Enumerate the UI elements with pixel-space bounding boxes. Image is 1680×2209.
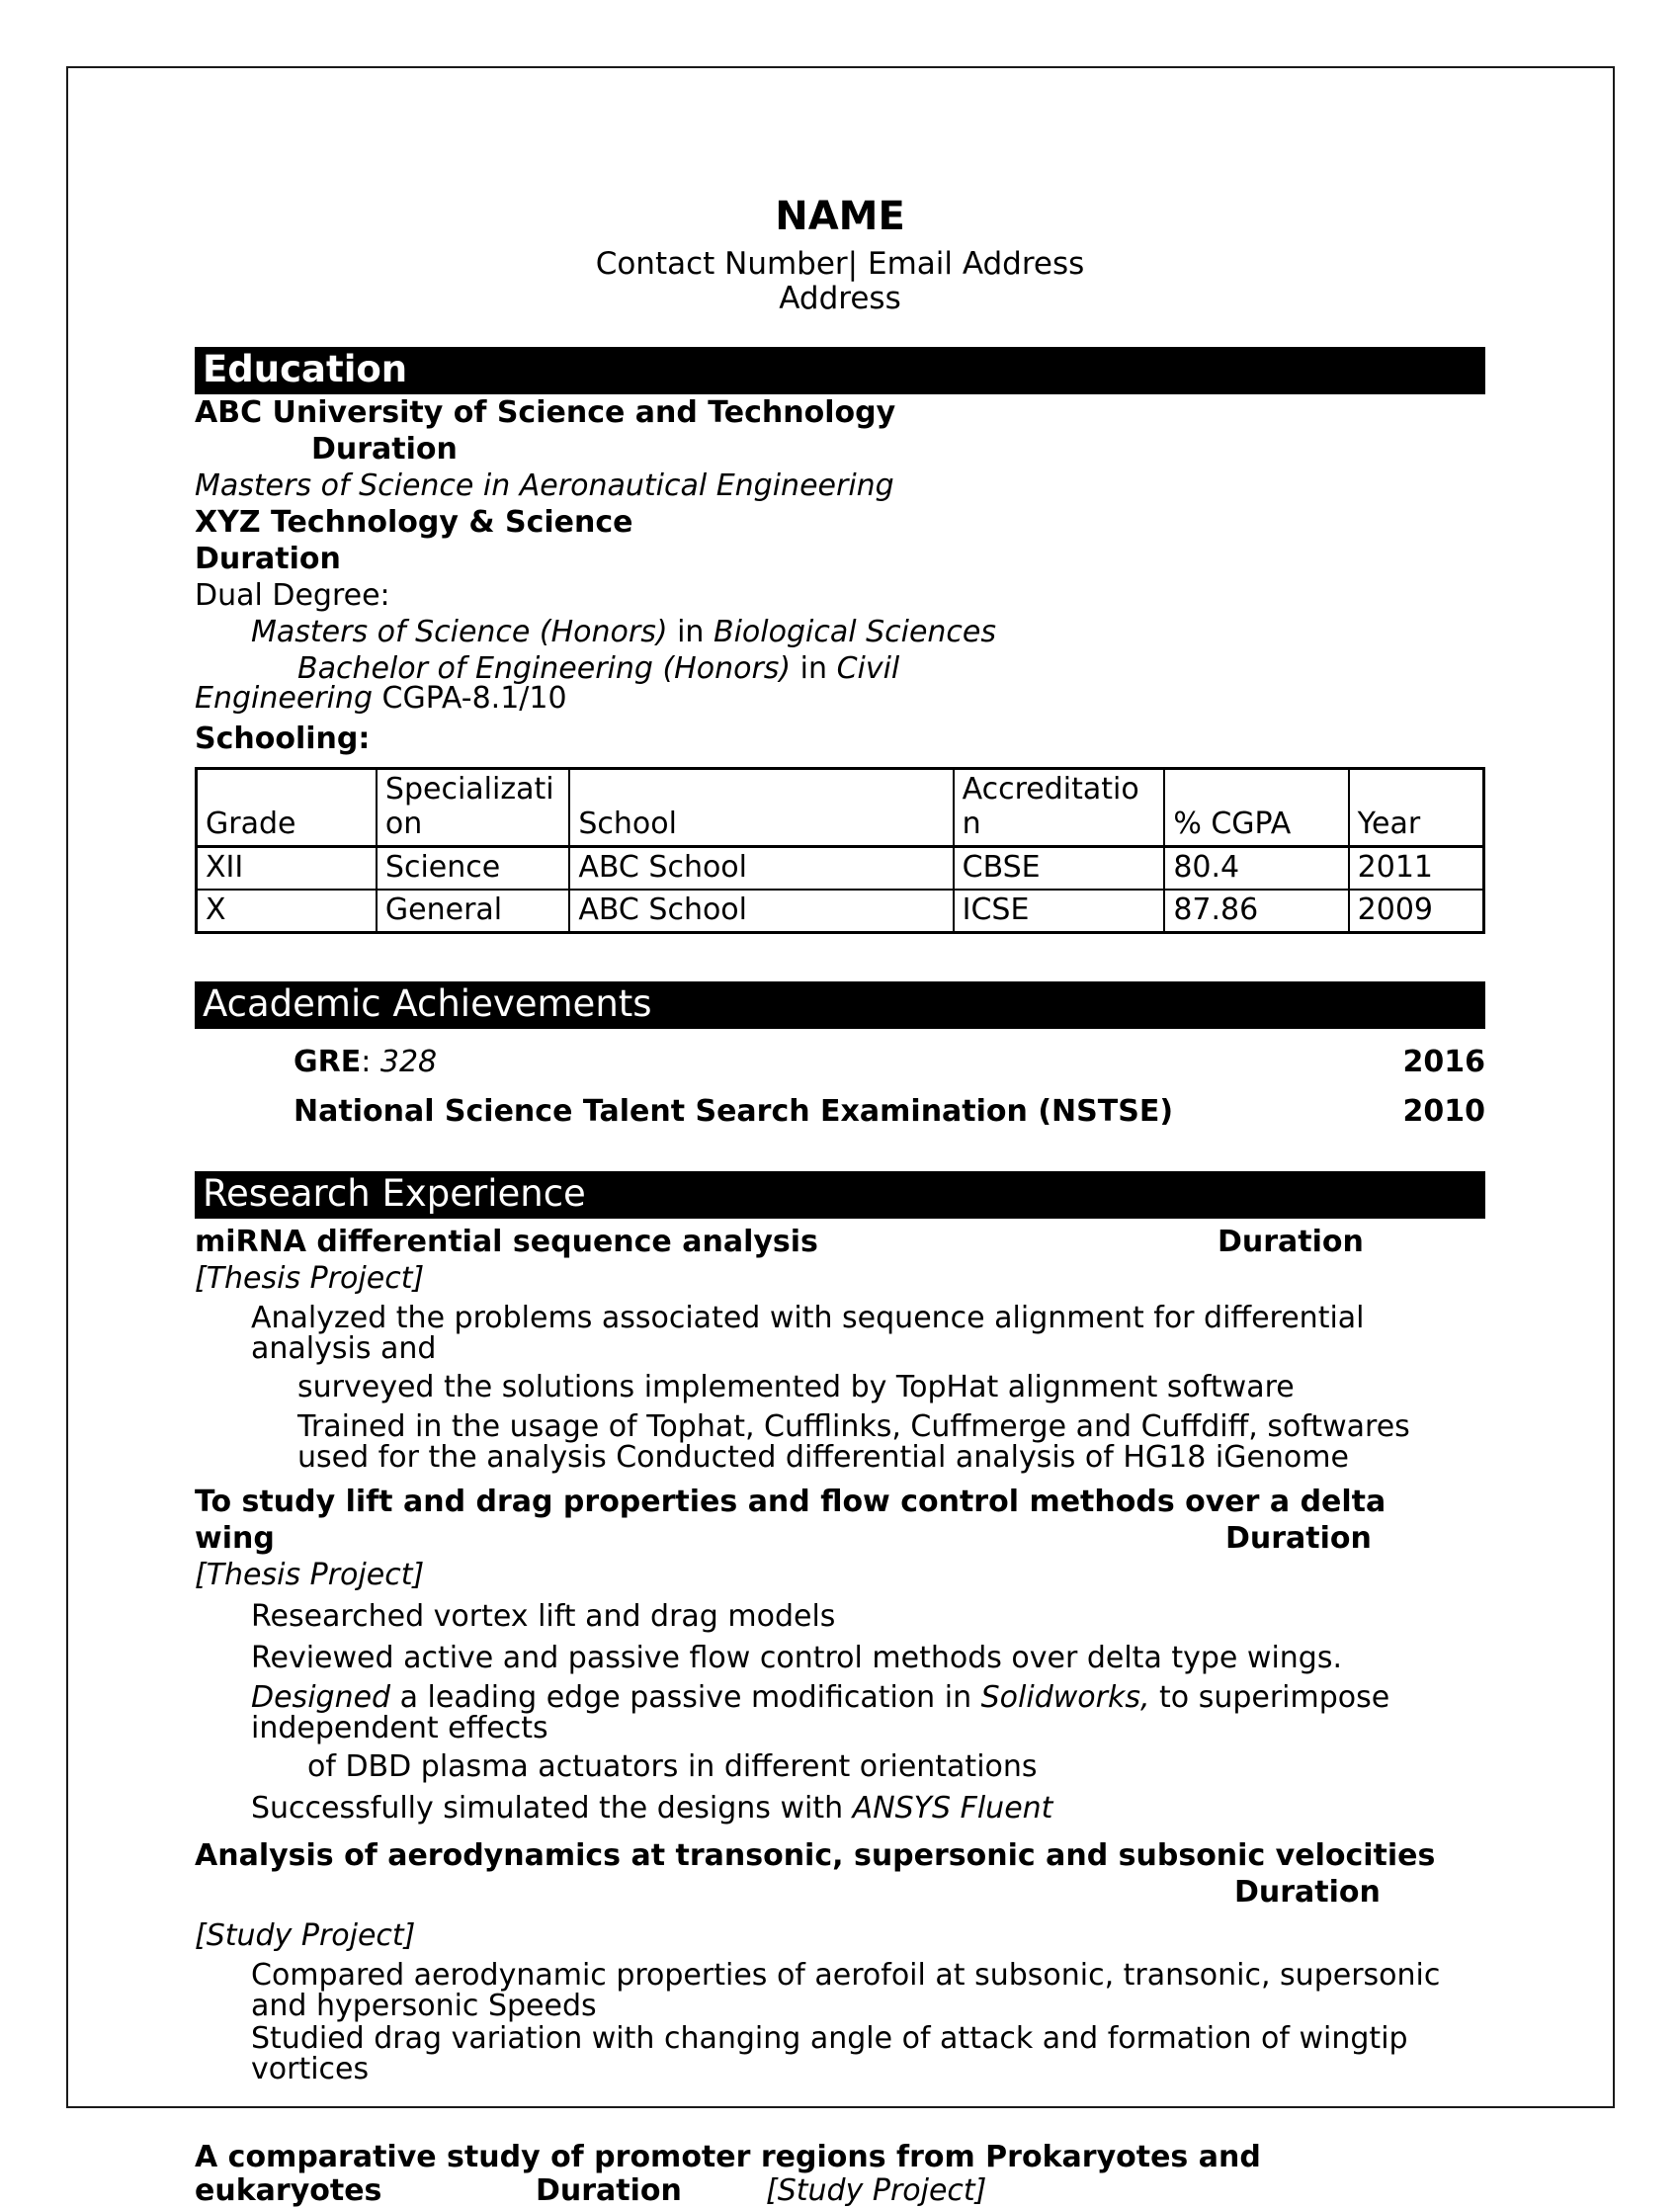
gre-sep: : [361,1045,380,1080]
cell-cgpa: 87.86 [1164,890,1348,933]
project3-tag: [Study Project] [195,1918,416,1954]
project2-bullet5-ansys: ANSYS Fluent [852,1791,1053,1827]
schooling-label: Schooling: [195,722,371,757]
nstse-label: National Science Talent Search Examination (NSTSE) [294,1094,1174,1130]
cell-school: ABC School [569,847,953,891]
gre-label: GRE [294,1045,362,1080]
project3-title: Analysis of aerodynamics at transonic, supersonic and subsonic velocities [195,1838,1436,1874]
dual-degree-1 [195,615,1485,650]
dual-degree-label: Dual Degree: [195,578,390,614]
project3-bullet1-line1: Compared aerodynamic properties of aerofoil at subsonic, transonic, supersonic [251,1958,1441,1994]
table-row [197,847,1484,891]
project2-tag: [Thesis Project] [195,1558,425,1593]
project1-bullet3-line1: Trained in the usage of Tophat, Cufflinks, Cuffmerge and Cuffdiff, softwares [297,1409,1410,1445]
project1-bullet1-line2: analysis and [251,1331,437,1367]
project4-title-line1: A comparative study of promoter regions from Prokaryotes and [195,2140,1261,2175]
project2-bullet3-text1: a leading edge passive modification in [390,1680,981,1716]
achievement-nstse [195,1094,1485,1130]
project3-bullet2-line2: vortices [251,2052,370,2087]
project3-bullet2-line1: Studied drag variation with changing angle of attack and formation of wingtip [251,2021,1408,2057]
dual-degree-2-field: Civil [836,651,900,687]
cell-school: ABC School [569,890,953,933]
gre-score: 328 [379,1045,438,1080]
project2-title-wing: wing [195,1521,275,1557]
candidate-name: NAME [775,194,905,239]
project2-title-line2 [195,1521,1485,1557]
dual-degree-2-cgpa: CGPA-8.1/10 [373,681,567,717]
project3-duration: Duration [1234,1875,1381,1911]
project1-bullet2: surveyed the solutions implemented by TopHat alignment software [297,1370,1295,1405]
cell-specialization: General [377,890,569,933]
col-year: Year [1349,769,1484,847]
col-grade: Grade [197,769,377,847]
project2-bullet3-solidworks: Solidworks, [980,1680,1150,1716]
project4-title-eukaryotes: eukaryotes [195,2173,382,2209]
cell-year: 2011 [1349,847,1484,891]
section-banner-education: Education [195,347,1485,394]
project3-bullet1 [195,1958,1485,2024]
project1-bullet3-line2: used for the analysis Conducted differential analysis of HG18 iGenome [297,1440,1349,1476]
cell-year: 2009 [1349,890,1484,933]
education-duration-2: Duration [195,542,341,577]
address-line: Address [779,280,901,316]
dual-degree-2-conn: in [791,651,837,687]
cell-accreditation: CBSE [954,847,1165,891]
cell-grade: X [197,890,377,933]
section-banner-achievements: Academic Achievements [195,981,1485,1029]
dual-degree-2-field-wrap: Engineering [195,681,373,717]
section-banner-research: Research Experience [195,1171,1485,1219]
project2-duration: Duration [1225,1521,1372,1557]
dual-degree-1-field: Biological Sciences [713,615,996,650]
project1-duration: Duration [1218,1225,1364,1260]
cell-cgpa: 80.4 [1164,847,1348,891]
education-duration-1: Duration [311,432,458,467]
project2-title-line1: To study lift and drag properties and flow control methods over a delta [195,1485,1386,1520]
resume-content [195,0,1485,2209]
nstse-year: 2010 [1402,1094,1485,1130]
education-degree-1: Masters of Science in Aeronautical Engineering [195,468,894,504]
project1-title-line [195,1225,1485,1260]
project4-duration: Duration [536,2173,682,2209]
education-university-2: XYZ Technology & Science [195,505,633,541]
project1-bullet1 [195,1301,1485,1367]
project1-title: miRNA differential sequence analysis [195,1225,818,1260]
education-university-1: ABC University of Science and Technology [195,395,896,431]
project2-bullet5-text: Successfully simulated the designs with [251,1791,853,1827]
project4-tag: [Study Project] [766,2173,987,2209]
project3-bullet1-line2: and hypersonic Speeds [251,1989,597,2024]
schooling-table-header-row [197,769,1484,847]
project2-bullet4: of DBD plasma actuators in different orientations [307,1749,1038,1785]
project1-tag: [Thesis Project] [195,1261,425,1297]
col-accreditation: Accreditation [954,769,1165,847]
table-row [197,890,1484,933]
cell-specialization: Science [377,847,569,891]
contact-line: Contact Number| Email Address [595,246,1085,282]
project2-bullet3-text2: to superimpose [1149,1680,1390,1716]
dual-degree-2-wrap [195,681,1485,717]
project4-title-line2 [195,2173,1485,2209]
project3-bullet2 [195,2021,1485,2087]
dual-degree-1-name: Masters of Science (Honors) [251,615,668,650]
project2-bullet3-designed: Designed [251,1680,391,1716]
project2-bullet2: Reviewed active and passive flow control methods over delta type wings. [251,1641,1343,1676]
project2-bullet3-line2: independent effects [251,1711,548,1746]
cell-accreditation: ICSE [954,890,1165,933]
col-cgpa: % CGPA [1164,769,1348,847]
project2-bullet1: Researched vortex lift and drag models [251,1599,836,1635]
dual-degree-1-conn: in [667,615,714,650]
project3-duration-line [195,1875,1485,1911]
project2-bullet5 [195,1791,1485,1827]
achievement-gre-label [294,1045,437,1080]
cell-grade: XII [197,847,377,891]
project2-bullet3 [195,1680,1485,1746]
achievement-gre [195,1045,1485,1080]
project1-bullet1-line1: Analyzed the problems associated with sequence alignment for differential [251,1301,1365,1336]
dual-degree-2-name: Bachelor of Engineering (Honors) [297,651,792,687]
gre-year: 2016 [1402,1045,1485,1080]
col-specialization: Specialization [377,769,569,847]
project1-bullet3 [195,1409,1485,1476]
schooling-table [195,767,1485,934]
col-school: School [569,769,953,847]
